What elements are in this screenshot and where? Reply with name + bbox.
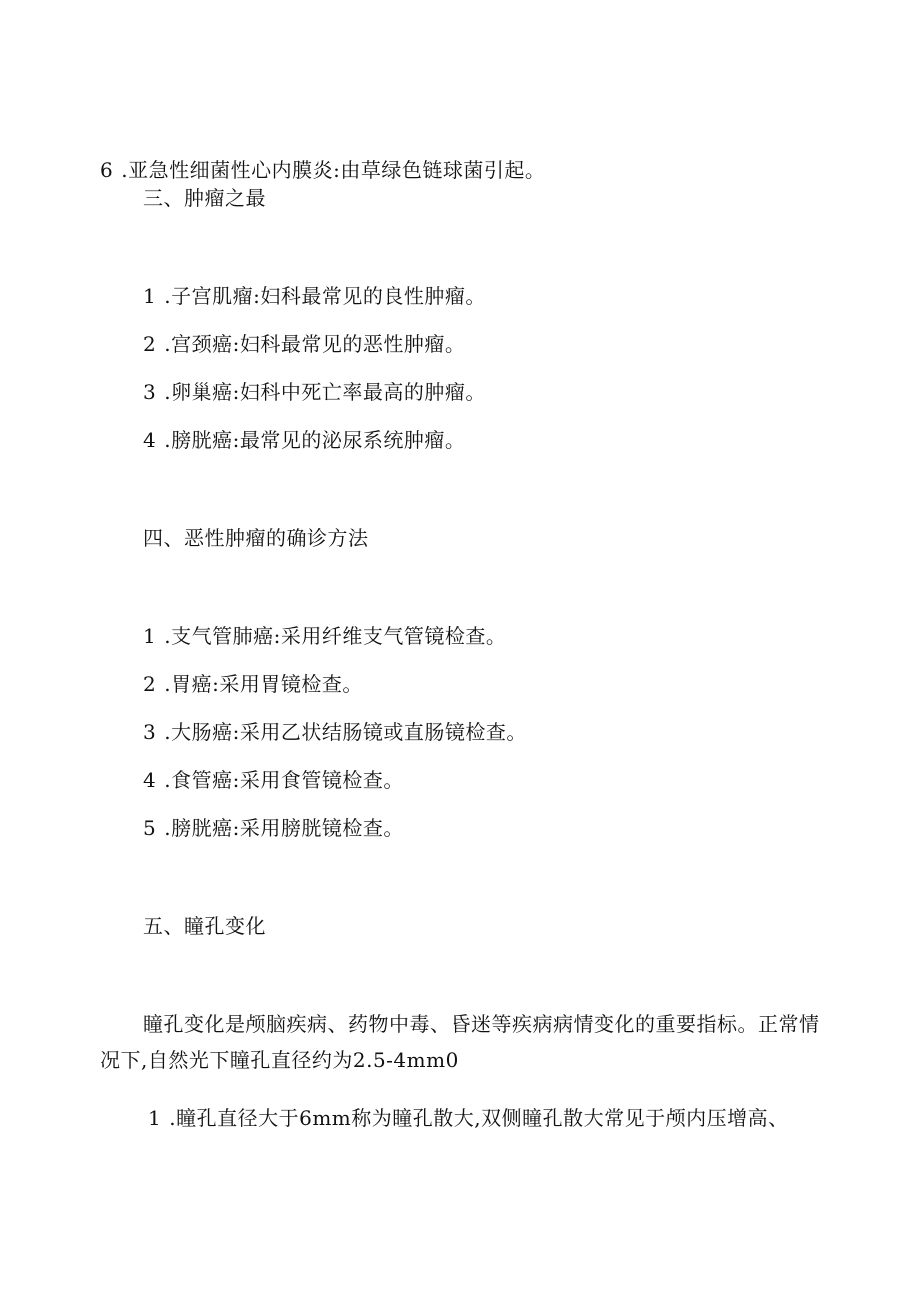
- body-paragraph: 瞳孔变化是颅脑疾病、药物中毒、昏迷等疾病病情变化的重要指标。正常情况下,自然光下瞳孔直径约为2.5-4mm0: [100, 1012, 820, 1072]
- list-item: [148, 1104, 789, 1132]
- item-text: .胃癌:采用胃镜检查。: [164, 672, 363, 696]
- list-item: [143, 378, 486, 406]
- item-number: 2: [143, 332, 157, 356]
- item-number: 3: [143, 380, 157, 404]
- item-text: .卵巢癌:妇科中死亡率最高的肿瘤。: [164, 380, 486, 404]
- item-number: 4: [143, 768, 157, 792]
- section-heading: 三、肿瘤之最: [143, 186, 266, 210]
- section-heading: 四、恶性肿瘤的确诊方法: [143, 526, 369, 550]
- list-item: [143, 718, 527, 746]
- list-item: [143, 282, 486, 310]
- item-number: 1: [148, 1106, 162, 1130]
- item-text: .食管癌:采用食管镜检查。: [164, 768, 404, 792]
- item-text: .子宫肌瘤:妇科最常见的良性肿瘤。: [164, 284, 486, 308]
- list-item: [143, 622, 506, 650]
- item-text: .宫颈癌:妇科最常见的恶性肿瘤。: [164, 332, 466, 356]
- item-number: 1: [143, 284, 157, 308]
- list-item: [143, 766, 404, 794]
- item-text: .膀胱癌:采用膀胱镜检查。: [164, 816, 404, 840]
- item-text: .瞳孔直径大于6mm称为瞳孔散大,双侧瞳孔散大常见于颅内压增高、: [169, 1106, 789, 1130]
- item-text: .支气管肺癌:采用纤维支气管镜检查。: [164, 624, 507, 648]
- item-text: .大肠癌:采用乙状结肠镜或直肠镜检查。: [164, 720, 527, 744]
- list-item: [143, 670, 363, 698]
- list-item: [143, 330, 465, 358]
- list-item: [100, 156, 545, 184]
- item-number: 1: [143, 624, 157, 648]
- item-number: 2: [143, 672, 157, 696]
- item-number: 4: [143, 428, 157, 452]
- list-item: [143, 814, 404, 842]
- item-text: .亚急性细菌性心内膜炎:由草绿色链球菌引起。: [121, 158, 546, 182]
- list-item: [143, 426, 465, 454]
- section-heading: 五、瞳孔变化: [143, 914, 266, 938]
- item-number: 3: [143, 720, 157, 744]
- item-number: 6: [100, 158, 114, 182]
- item-number: 5: [143, 816, 157, 840]
- item-text: .膀胱癌:最常见的泌尿系统肿瘤。: [164, 428, 466, 452]
